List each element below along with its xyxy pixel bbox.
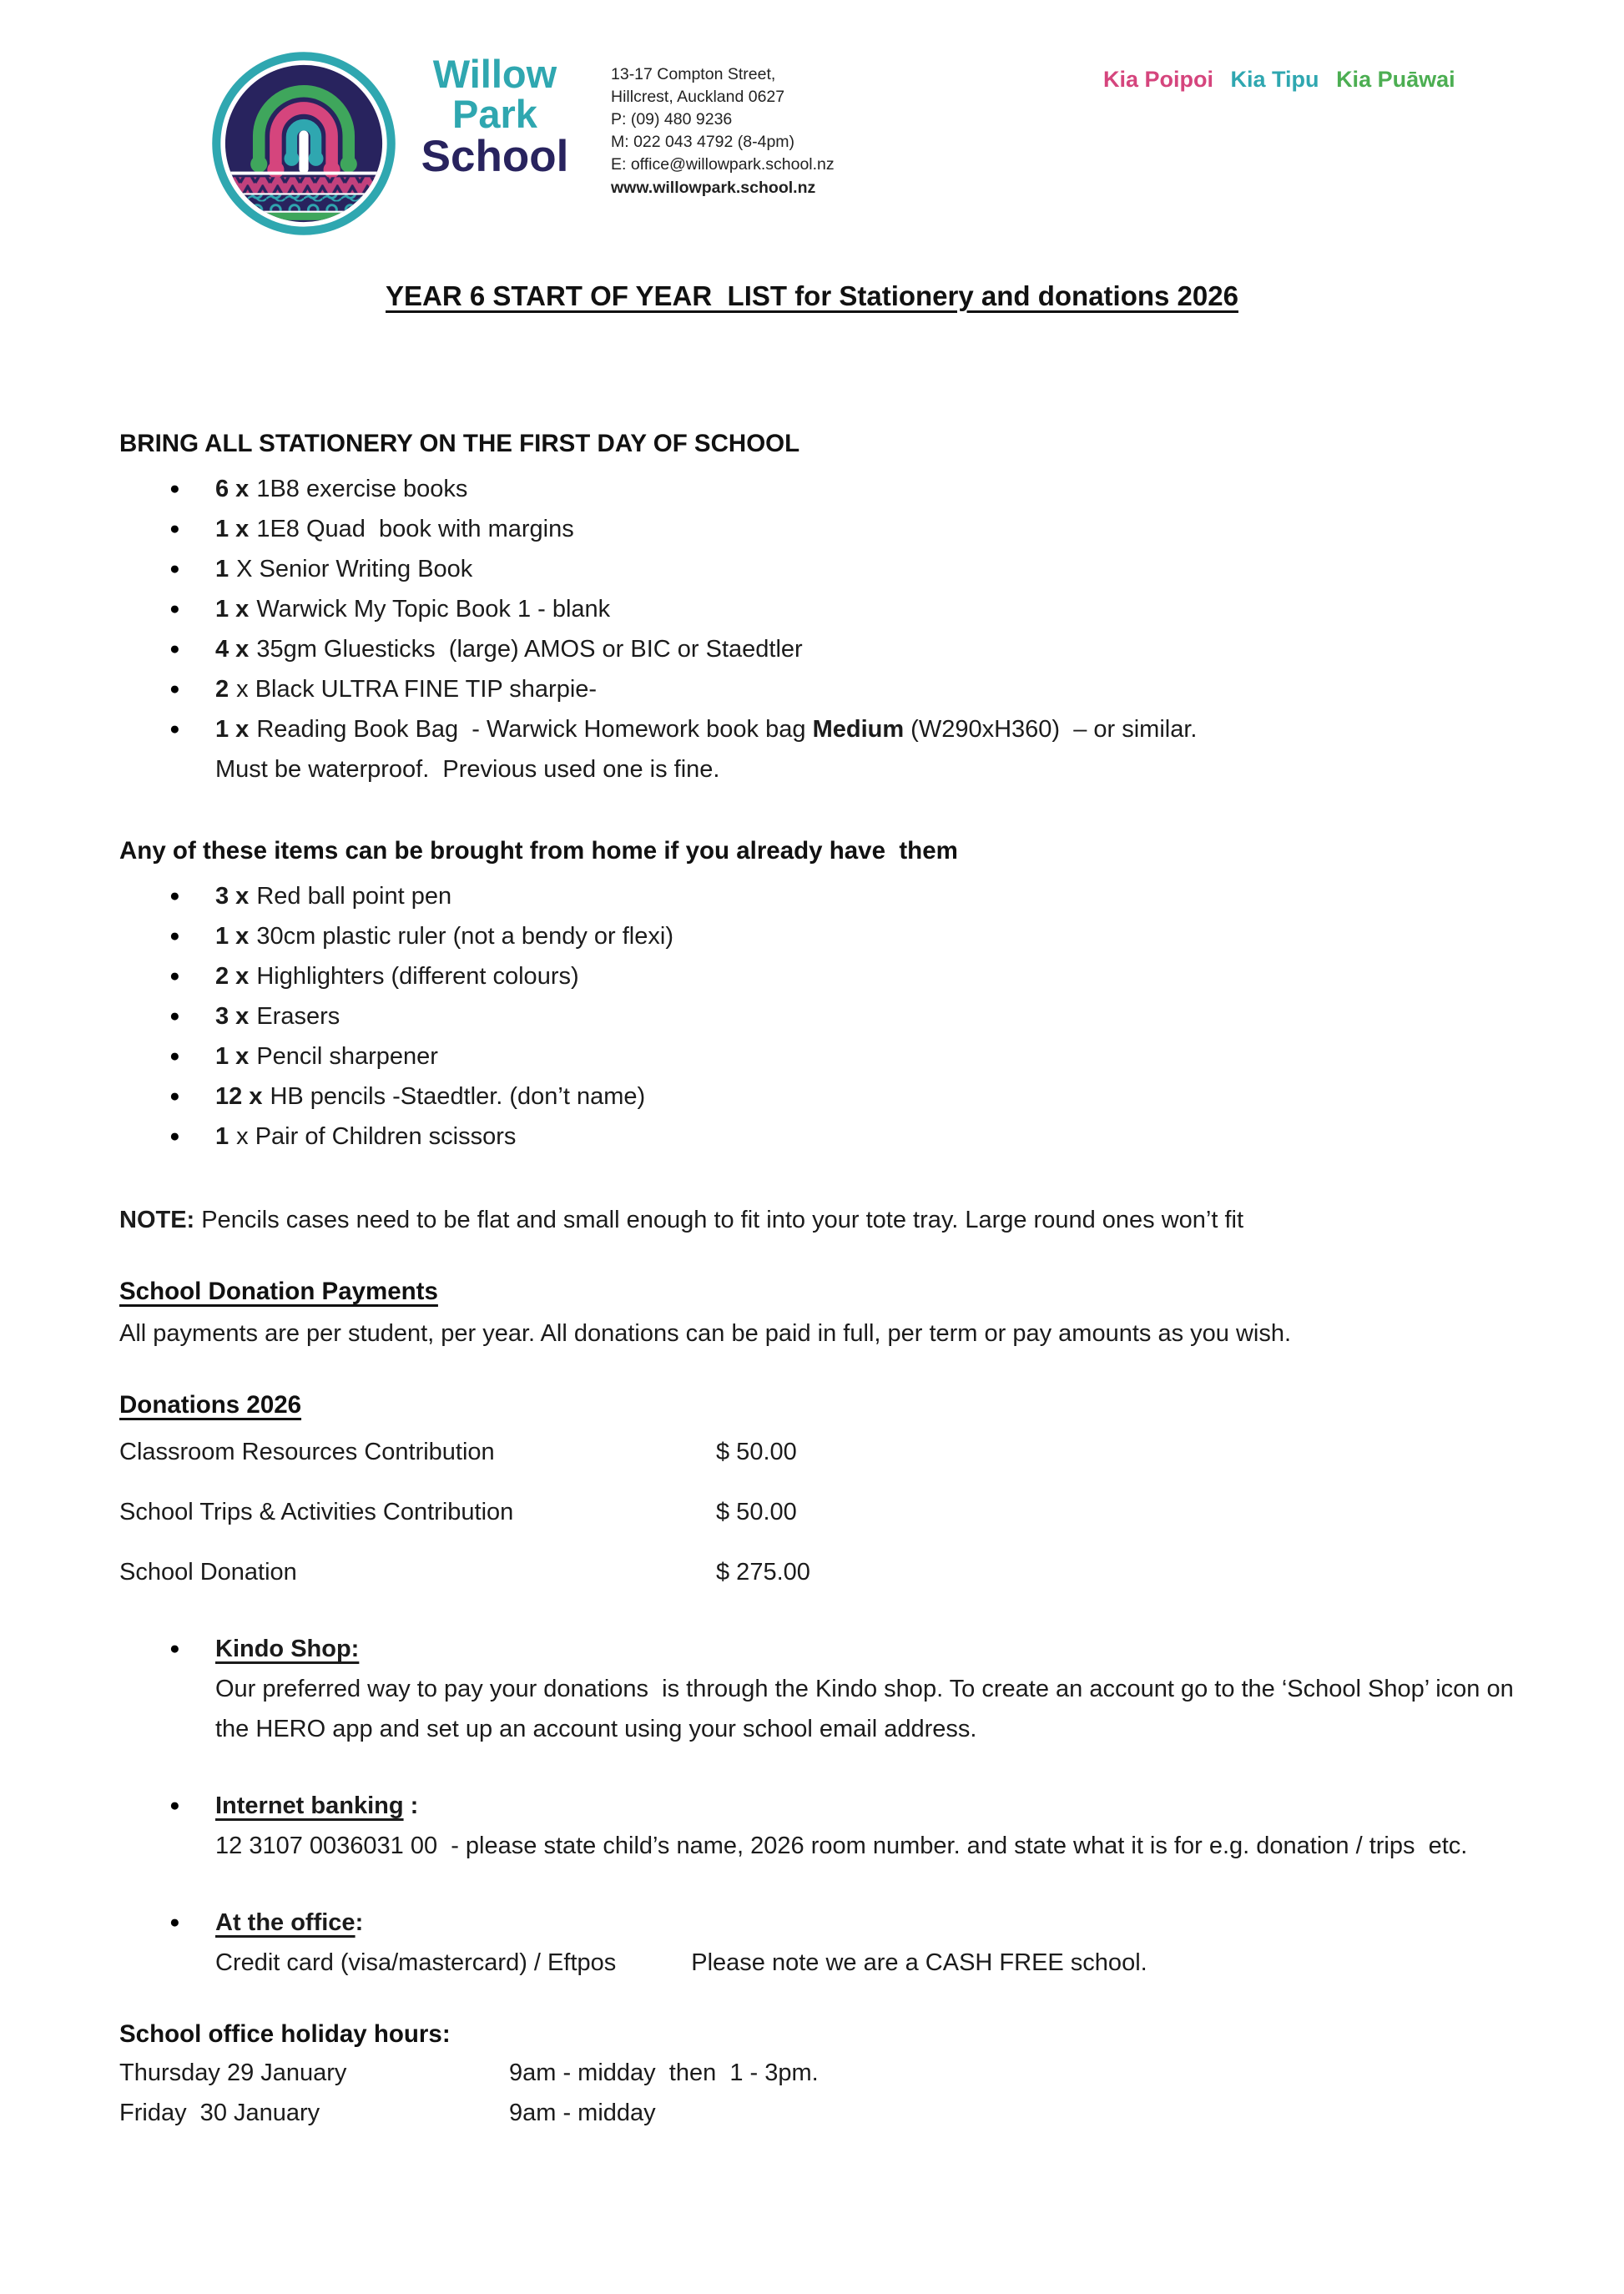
motto-part-1: Kia Poipoi [1103,67,1214,92]
office-hours-heading: School office holiday hours: [119,2020,451,2048]
donation-label: School Donation [119,1559,297,1586]
from-home-item [119,996,1569,1036]
payment-method-internet-banking [119,1786,1569,1866]
cash-free-note: Please note we are a CASH FREE school. [691,1949,1147,1976]
from-home-item [119,916,1569,956]
item-text: 35gm Gluesticks (large) AMOS or BIC or Staedtler [256,636,803,663]
from-home-item [119,956,1569,996]
item-quantity: 1 x [215,516,250,542]
item-text: 1E8 Quad book with margins [256,516,574,542]
kindo-shop-title: Kindo Shop: [215,1636,360,1662]
note-text: Pencils cases need to be flat and small enough to fit into your tote tray. Large round ones won’t fit [201,1207,1244,1233]
note-paragraph [119,1200,1569,1240]
office-hours-day: Thursday 29 January [119,2060,347,2086]
heading-suffix: : [355,1909,364,1936]
document-body [0,426,1624,2133]
donation-label: Classroom Resources Contribution [119,1439,495,1465]
letterhead [0,0,1624,242]
stationery-item [119,549,1569,589]
page-title [0,280,1624,312]
office-hours-row [119,2053,1569,2093]
donation-amount: $ 50.00 [716,1499,797,1525]
item-quantity: 1 x [215,923,250,950]
stationery-item [119,669,1569,709]
stationery-item [119,589,1569,629]
contact-block [611,63,835,199]
item-quantity: 1 x [215,716,250,743]
item-text: X Senior Writing Book [236,556,473,582]
stationery-heading: BRING ALL STATIONERY ON THE FIRST DAY OF SCHOOL [119,430,800,457]
contact-address-line1: 13-17 Compton Street, [611,65,776,83]
item-quantity: 1 x [215,1043,250,1070]
donation-amount: $ 50.00 [716,1439,797,1465]
item-text: Reading Book Bag - Warwick Homework book bag [256,716,813,743]
stationery-item [119,629,1569,669]
kindo-shop-body: Our preferred way to pay your donations is through the Kindo shop. To create an account go to the ‘School Shop’ icon on the HERO app and set up an account using your school email address. [215,1676,1521,1742]
school-name-line3: School [421,132,569,181]
item-text: Highlighters (different colours) [256,963,579,990]
at-the-office-body [215,1943,1551,1983]
donation-row [119,1492,1569,1532]
stationery-item [119,709,1569,789]
item-text: x Black ULTRA FINE TIP sharpie- [236,676,598,703]
motto-part-3: Kia Puāwai [1336,67,1455,92]
section-office-hours [119,2016,1569,2133]
internet-banking-title: Internet banking [215,1792,404,1819]
item-quantity: 3 x [215,1003,250,1030]
contact-address-line2: Hillcrest, Auckland 0627 [611,88,785,106]
office-payment-options: Credit card (visa/mastercard) / Eftpos [215,1949,617,1976]
school-name-line1: Willow [432,52,557,96]
from-home-item [119,876,1569,916]
motto-part-2: Kia Tipu [1230,67,1319,92]
stationery-item [119,469,1569,509]
item-quantity: 2 [215,676,229,703]
contact-phone: P: (09) 480 9236 [611,110,733,129]
item-text: x Pair of Children scissors [236,1123,517,1150]
contact-mobile: M: 022 043 4792 (8-4pm) [611,133,795,151]
item-text: Warwick My Topic Book 1 - blank [256,596,611,623]
section-from-home [119,833,1569,1157]
contact-website: www.willowpark.school.nz [611,179,816,197]
item-quantity: 1 x [215,596,250,623]
item-quantity: 1 [215,556,229,582]
stationery-list [119,469,1569,789]
item-text: 1B8 exercise books [256,476,468,502]
item-quantity: 1 [215,1123,229,1150]
section-stationery [119,426,1569,789]
school-motto [1103,67,1466,93]
payment-method-heading [119,1629,1569,1669]
office-hours-row [119,2093,1569,2133]
school-name-line2: Park [452,92,537,136]
item-quantity: 2 x [215,963,250,990]
school-logo [210,47,397,240]
from-home-item [119,1036,1569,1076]
school-name [386,53,604,180]
donations-heading: Donations 2026 [119,1391,302,1419]
from-home-list [119,876,1569,1157]
item-text: Must be waterproof. Previous used one is fine. [215,756,720,783]
at-the-office-title: At the office [215,1909,356,1936]
internet-banking-body: 12 3107 0036031 00 - please state child’s name, 2026 room number. and state what it is for e.g. donation / trips etc. [215,1833,1468,1859]
section-donations [119,1387,1569,1592]
payment-method-heading [119,1786,1569,1826]
from-home-heading: Any of these items can be brought from home if you already have them [119,837,958,865]
donation-label: School Trips & Activities Contribution [119,1499,514,1525]
from-home-item [119,1076,1569,1117]
item-text: Erasers [256,1003,340,1030]
donation-row [119,1432,1569,1472]
office-hours-day: Friday 30 January [119,2100,320,2126]
item-text: (W290xH360) – or similar. [904,716,1198,743]
section-donation-payments [119,1273,1569,1354]
item-text-bold: Medium [812,716,905,743]
heading-suffix: : [403,1792,419,1819]
item-quantity: 12 x [215,1083,263,1110]
school-logo-icon [210,47,397,240]
donation-amount: $ 275.00 [716,1559,810,1586]
item-text: Pencil sharpener [256,1043,438,1070]
page-title-text: YEAR 6 START OF YEAR LIST for Stationery and donations 2026 [386,280,1238,311]
item-text: Red ball point pen [256,883,452,910]
note-label: NOTE: [119,1207,195,1233]
office-hours-time: 9am - midday then 1 - 3pm. [509,2060,819,2086]
item-text: HB pencils -Staedtler. (don’t name) [270,1083,646,1110]
contact-email: E: office@willowpark.school.nz [611,155,835,174]
stationery-item [119,509,1569,549]
donation-payments-heading: School Donation Payments [119,1278,438,1305]
payment-method-kindo [119,1629,1569,1749]
donation-payments-body: All payments are per student, per year. All donations can be paid in full, per term or pay amounts as you wish. [119,1320,1292,1347]
office-hours-time: 9am - midday [509,2100,656,2126]
item-text: 30cm plastic ruler (not a bendy or flexi) [256,923,673,950]
item-line [215,709,1569,749]
item-quantity: 6 x [215,476,250,502]
item-quantity: 4 x [215,636,250,663]
from-home-item [119,1117,1569,1157]
donation-row [119,1552,1569,1592]
item-continuation [215,749,1569,789]
payment-method-office [119,1903,1569,1983]
item-quantity: 3 x [215,883,250,910]
payment-method-heading [119,1903,1569,1943]
